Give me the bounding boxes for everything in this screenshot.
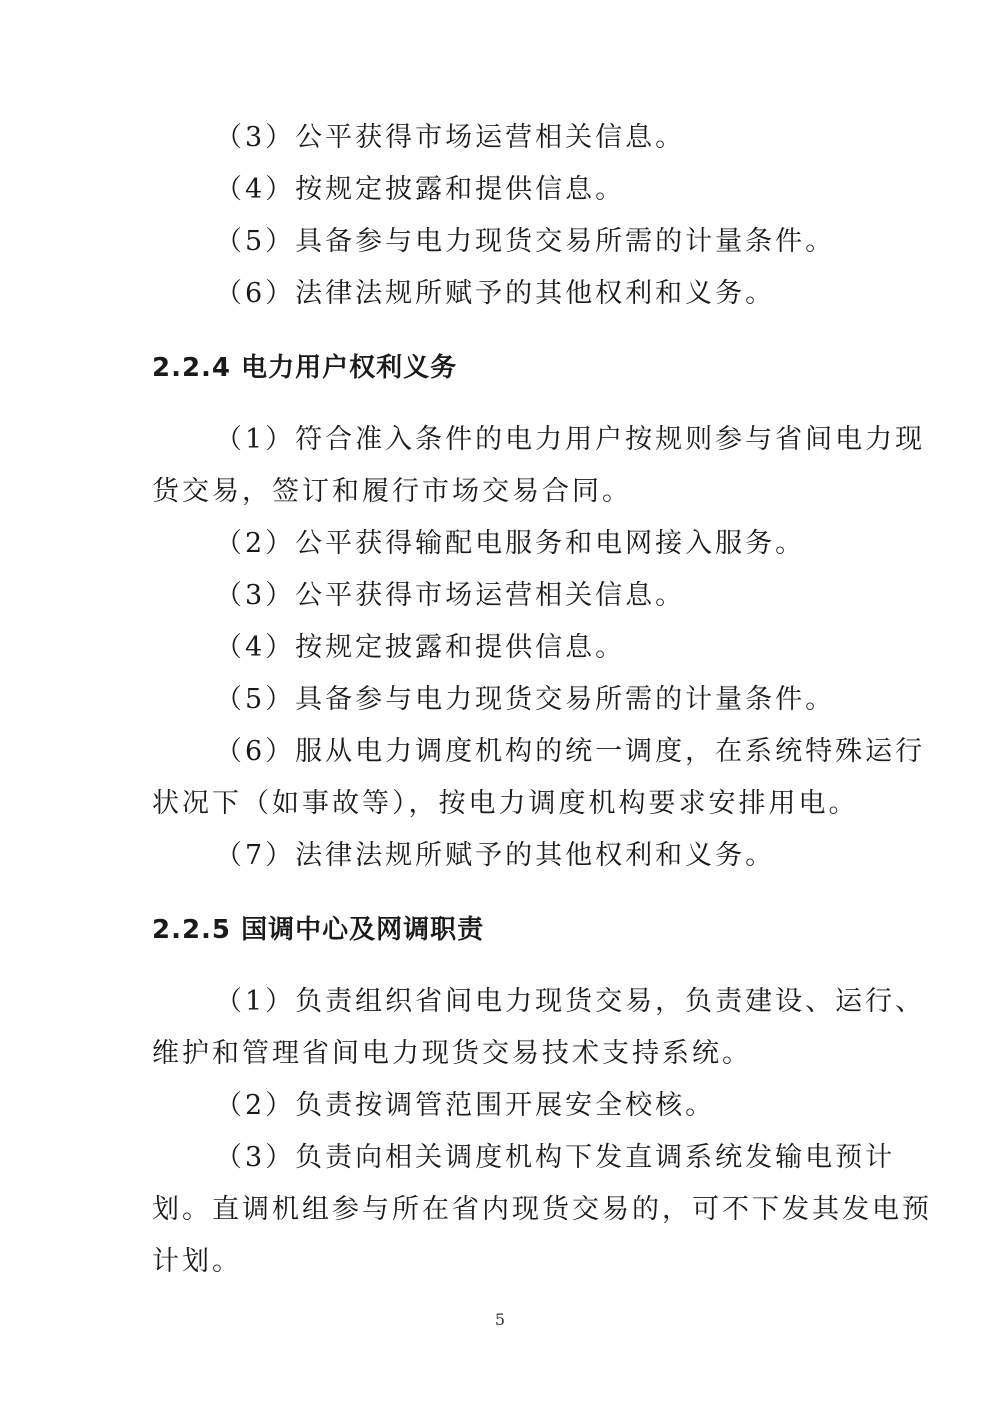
list-item-continuation: 计划。 <box>152 1246 242 1277</box>
list-item-continuation: 货交易，签订和履行市场交易合同。 <box>152 476 632 507</box>
list-item: （2）负责按调管范围开展安全校核。 <box>215 1090 716 1121</box>
page-number: 5 <box>494 1310 506 1329</box>
list-item-continuation: 维护和管理省间电力现货交易技术支持系统。 <box>152 1038 752 1069</box>
list-item: （7）法律法规所赋予的其他权利和义务。 <box>215 840 776 871</box>
list-item: （2）公平获得输配电服务和电网接入服务。 <box>215 528 806 559</box>
list-item: （5）具备参与电力现货交易所需的计量条件。 <box>215 226 836 257</box>
list-item: （3）负责向相关调度机构下发直调系统发输电预计 <box>215 1142 896 1173</box>
list-item: （3）公平获得市场运营相关信息。 <box>215 580 686 611</box>
list-item: （6）法律法规所赋予的其他权利和义务。 <box>215 278 776 309</box>
list-item: （1）符合准入条件的电力用户按规则参与省间电力现 <box>215 424 926 455</box>
section-heading: 2.2.4 电力用户权利义务 <box>152 353 458 383</box>
list-item: （4）按规定披露和提供信息。 <box>215 174 626 205</box>
list-item: （4）按规定披露和提供信息。 <box>215 632 626 663</box>
list-item: （3）公平获得市场运营相关信息。 <box>215 122 686 153</box>
list-item: （1）负责组织省间电力现货交易，负责建设、运行、 <box>215 986 926 1017</box>
list-item-continuation: 划。直调机组参与所在省内现货交易的，可不下发其发电预 <box>152 1194 932 1225</box>
list-item: （5）具备参与电力现货交易所需的计量条件。 <box>215 684 836 715</box>
list-item-continuation: 状况下（如事故等），按电力调度机构要求安排用电。 <box>152 788 859 819</box>
section-heading: 2.2.5 国调中心及网调职责 <box>152 915 485 945</box>
list-item: （6）服从电力调度机构的统一调度，在系统特殊运行 <box>215 736 926 767</box>
